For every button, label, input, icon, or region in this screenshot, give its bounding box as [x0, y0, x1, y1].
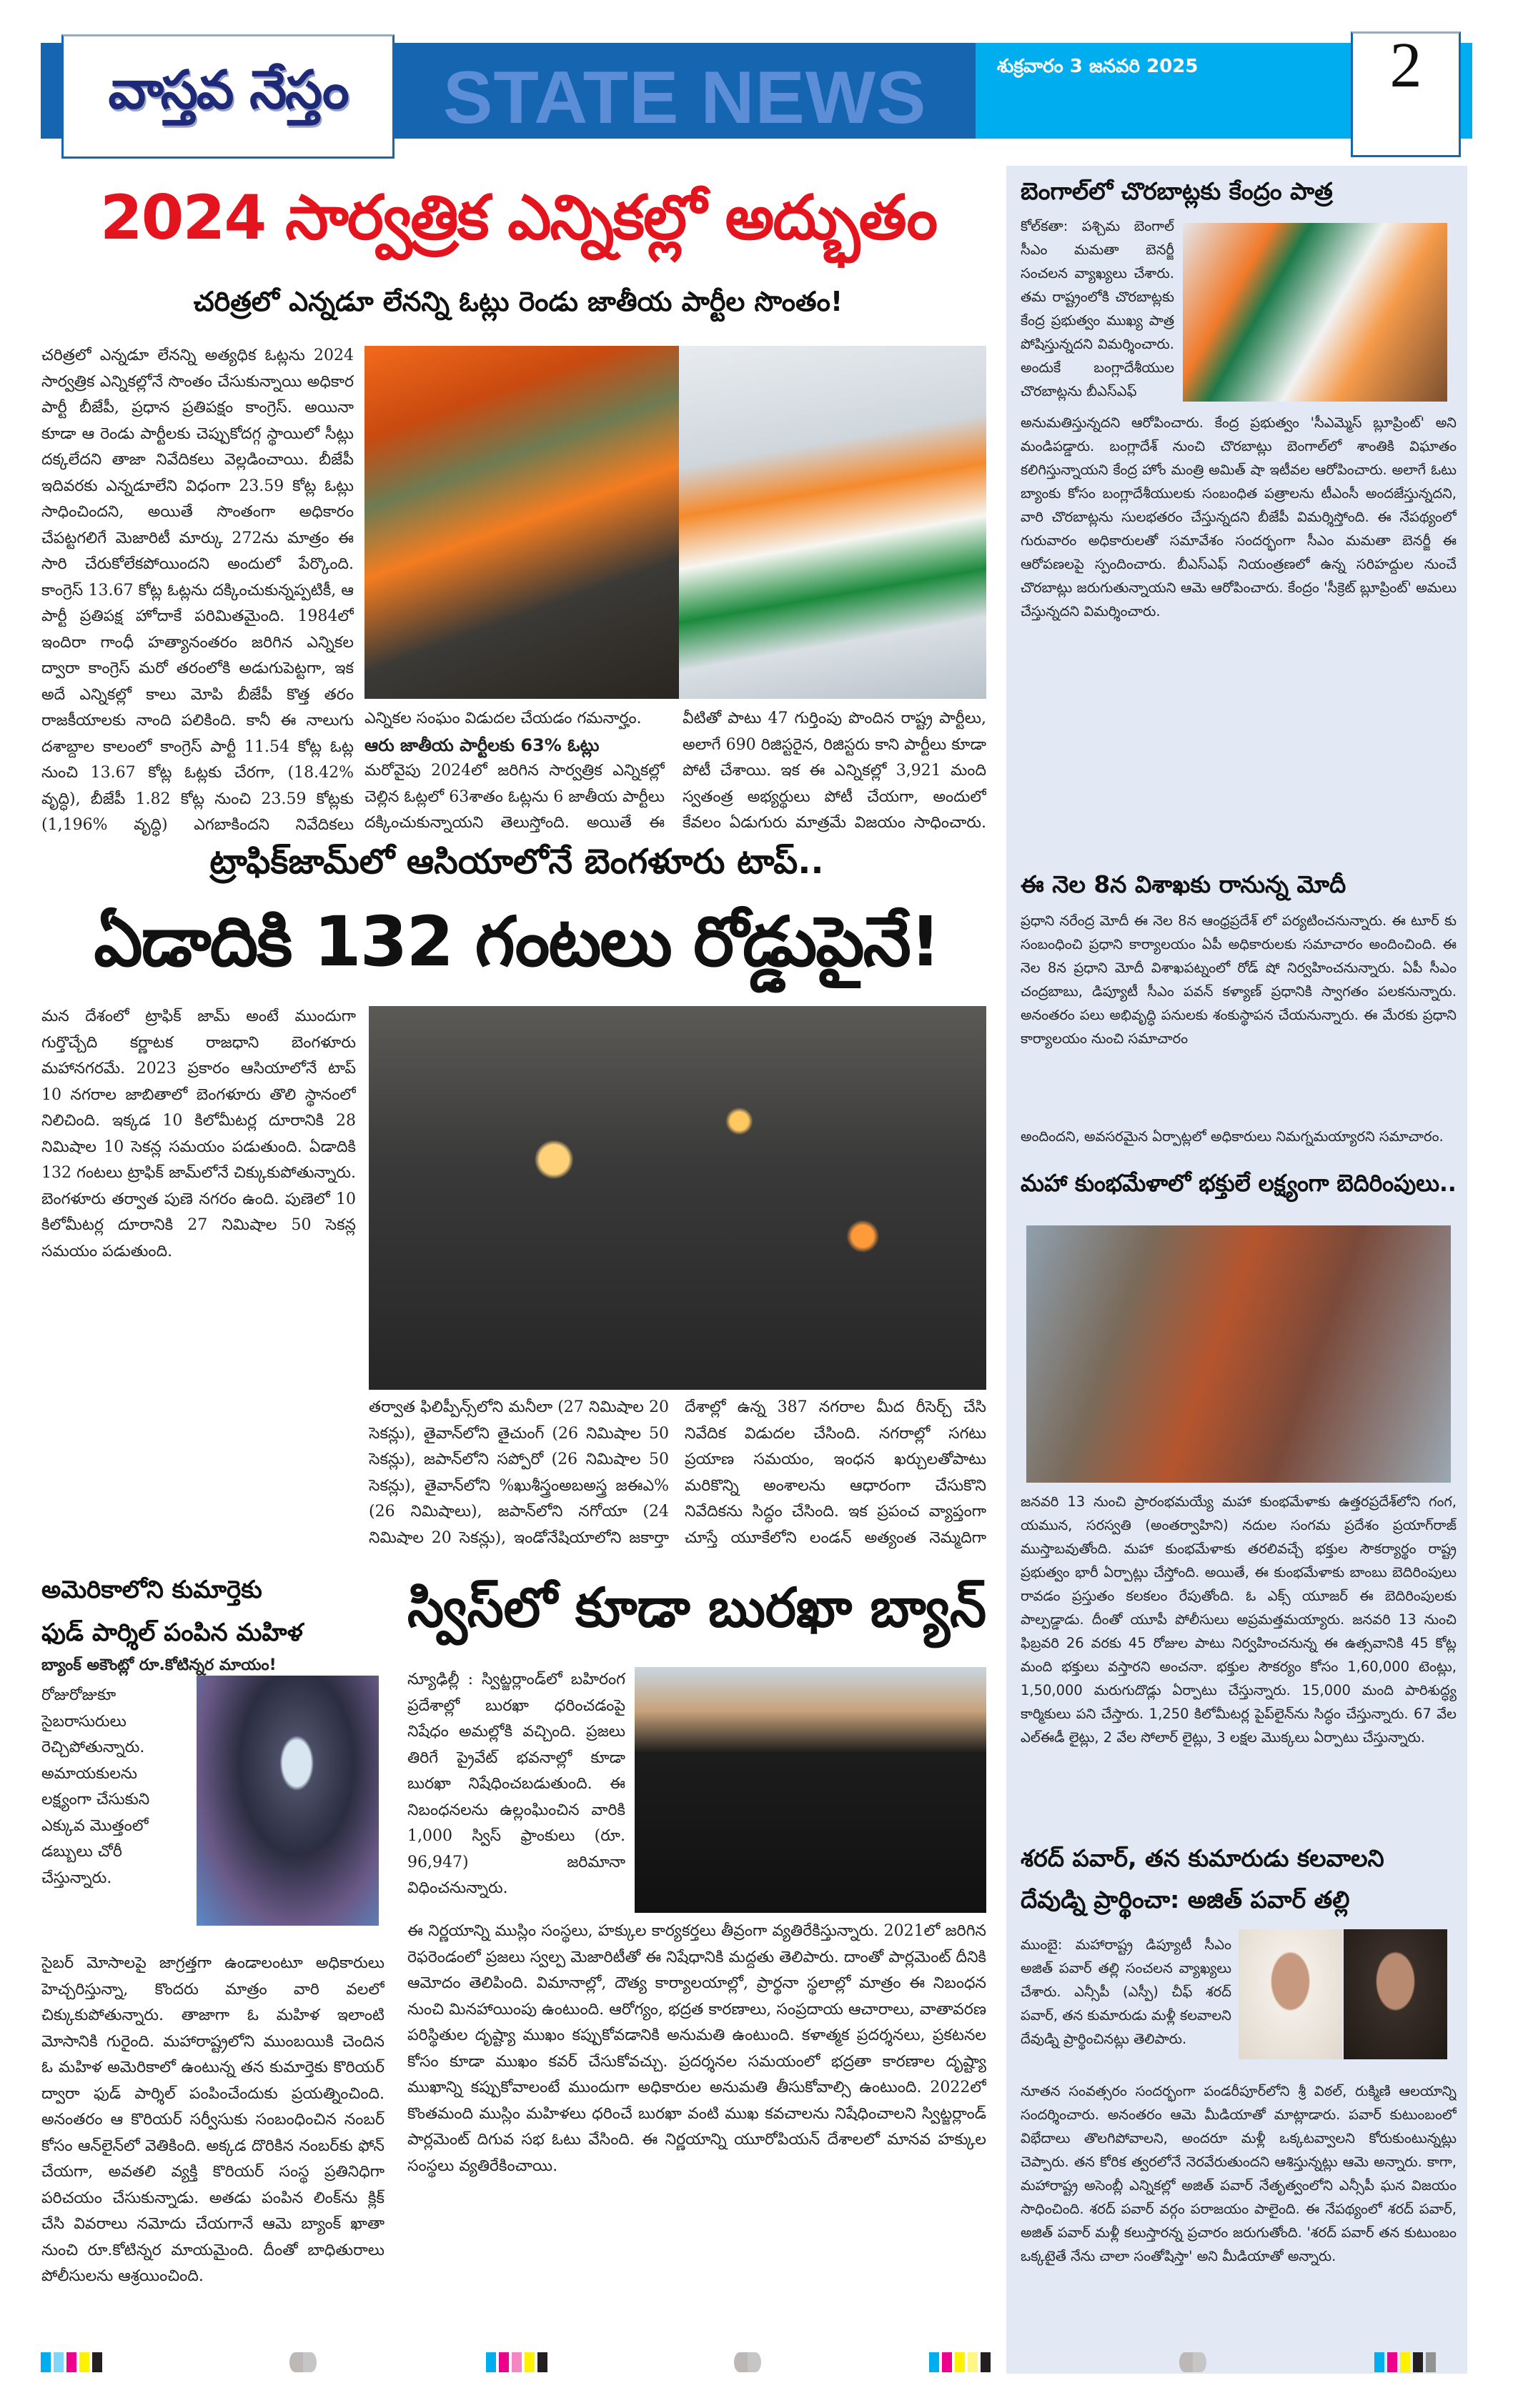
kumbh-body: జనవరి 13 నుంచి ప్రారంభమయ్యే మహా కుంభమేళాకు ఉత్తరప్రదేశ్‌లోని గంగ, యమున, సరస్వతి (అంతర్వాహిని) నదుల సంగమ ప్రదేశం ప్రయాగ్‌రాజ్ ముస్తాబవుతోంది. మహా కుంభమేళాకు తరలివచ్చే భక్తుల సౌకర్యార్థం రాష్ట్ర ప్రభుత్వం భారీ ఏర్పాట్లు చేస్తోంది. అయితే, ఈ కుంభమేళాకు బాంబు బెదిరింపులు రావడం ప్రస్తుతం కలకలం రేపుతోంది. ఓ ఎక్స్ యూజర్ ఈ బెదిరింపులకు పాల్పడ్డాడు. దీంతో యూపీ పోలీసులు అప్రమత్తమయ్యారు. జనవరి 13 నుంచి ఫిబ్రవరి 26 వరకు 45 రోజుల పాటు నిర్వహించనున్న ఈ ఉత్సవానికి 45 కోట్ల మంది భక్తులు వస్తారని అంచనా. భక్తుల సౌకర్యం కోసం 1,60,000 టెంట్లు, 1,50,000 మరుగుదొడ్లు ఏర్పాటు చేస్తున్నారు. 15,000 మంది పారిశుద్ధ్య కార్మికులు పని చేస్తారు. 1,250 కిలోమీటర్ల పైప్‌లైన్‌ను సిద్ధం చేస్తున్నారు. 67 వేల ఎల్‌ఈడీ లైట్లు, 2 వేల సోలార్ లైట్లు, 3 లక్షల మొక్కలు ఏర్పాటు చేస్తున్నారు.: [1021, 1493, 1457, 1746]
traffic-body-2: తర్వాత ఫిలిప్పీన్స్‌లోని మనీలా (27 నిమిషాల 20 సెకన్లు), తైవాన్‌లోని తైచుంగ్ (26 నిమిషాల 50 సెకన్లు), జపాన్‌లోని సప్పోరో (26 నిమిషాల 50 సెకన్లు), తైవాన్‌లోని %ఖుశీస్త్రంఅబఅస్త్ర జఈఎ% (26 నిమిషాలు), జపాన్‌లోని నగోయా (24 నిమిషాల 20 సెకన్లు), ఇండోనేషియాలోని జకార్తా: [369, 1398, 669, 1547]
burqa-women-photo: [635, 1667, 986, 1913]
kumbh-headline: మహా కుంభమేళాలో భక్తులే లక్ష్యంగా బెదిరింపులు..: [1021, 1169, 1457, 1197]
color-registration-bar: [486, 2352, 550, 2375]
election-body-end: ఎన్నికల సంఘం విడుదల చేయడం గమనార్హం.: [364, 710, 642, 727]
bengal-body-intro: కోల్‌కతా: పశ్చిమ బెంగాల్ సీఎం మమతా బెనర్జీ సంచలన వ్యాఖ్యలు చేశారు. తమ రాష్ట్రంలోకి చొరబాట్లకు కేంద్ర ప్రభుత్వం ముఖ్య పాత్ర పోషిస్తున్నదని విమర్శించారు. అందుకే బంగ్లాదేశీయుల చొరబాట్లను బీఎస్‌ఎఫ్: [1021, 218, 1174, 399]
election-body-col2: [364, 706, 665, 835]
pawar-headline-line1: శరద్ పవార్, తన కుమారుడు కలవాలని: [1021, 1844, 1384, 1872]
congress-flag-photo: [679, 346, 986, 699]
election-subheadline: చరిత్రలో ఎన్నడూ లేనన్ని ఓట్లు రెండు జాతీయ పార్టీల సొంతం!: [193, 286, 843, 317]
swiss-body-intro: న్యూఢిల్లీ : స్విట్జర్లాండ్‌లో బహిరంగ ప్రదేశాల్లో బురఖా ధరించడంపై నిషేధం అమల్లోకి వచ్చింది. ప్రజలు తిరిగే ప్రైవేట్ భవనాల్లో కూడా బురఖా నిషేధించబడుతుంది. ఈ నిబంధనలను ఉల్లంఘించిన వారికి 1,000 స్విస్ ఫ్రాంకులు (రూ. 96,947) జరిమానా విధించనున్నారు.: [407, 1671, 625, 1897]
pawar-body-intro: ముంబై: మహారాష్ట్ర డిప్యూటీ సీఎం అజిత్ పవార్ తల్లి సంచలన వ్యాఖ్యలు చేశారు. ఎన్సీపీ (ఎస్పీ) చీఫ్ శరద్ పవార్, తన కుమారుడు మళ్లీ కలవాలని దేవుడ్ని ప్రార్థించినట్లు తెలిపారు.: [1021, 1936, 1231, 2047]
cyber-headline: [41, 1568, 385, 1654]
traffic-headline: ఏడాదికి 132 గంటలు రోడ్డుపైనే!: [94, 902, 940, 982]
election-headline: 2024 సార్వత్రిక ఎన్నికల్లో అద్భుతం: [99, 182, 937, 254]
page-number: 2: [1389, 30, 1422, 101]
pawar-headline: [1021, 1838, 1457, 1921]
registration-mark: [289, 2352, 317, 2372]
swiss-headline: స్విస్‌లో కూడా బురఖా బ్యాన్: [407, 1576, 987, 1639]
issue-date: శుక్రవారం 3 జనవరి 2025: [997, 56, 1199, 77]
modi-headline: ఈ నెల 8న విశాఖకు రానున్న మోదీ: [1021, 870, 1346, 898]
bjp-flags-photo: [364, 346, 679, 699]
logo-text: వాస్తవ నేస్తం: [108, 59, 348, 121]
cyber-subheadline: బ్యాంక్ అకౌంట్లో రూ.కోటిన్నర మాయం!: [41, 1656, 277, 1674]
hacker-photo: [197, 1676, 379, 1926]
color-registration-bar: [929, 2352, 993, 2375]
traffic-body: మన దేశంలో ట్రాఫిక్ జామ్ అంటే ముందుగా గుర్తొచ్చేది కర్ణాటక రాజధాని బెంగళూరు మహానగరమే. 2023 ప్రకారం ఆసియాలోనే టాప్ 10 నగరాల జాబితాలో బెంగళూరు తొలి స్థానంలో నిలిచింది. ఇక్కడ 10 కిలోమీటర్ల దూరానికి 28 నిమిషాల 10 సెకన్ల సమయం పడుతుంది. ఏడాదికి 132 గంటలు ట్రాఫిక్ జామ్‌లోనే చిక్కుకుపోతున్నారు. బెంగళూరు తర్వాత పుణె నగరం ఉంది. పుణెలో 10 కిలోమీటర్ల దూరానికి 27 నిమిషాల 50 సెకన్ల సమయం పడుతుంది.: [41, 1008, 356, 1260]
mamata-banerjee-photo: [1183, 223, 1447, 402]
color-registration-bar: [41, 2352, 105, 2375]
swiss-body: ఈ నిర్ణయాన్ని ముస్లిం సంస్థలు, హక్కుల కార్యకర్తలు తీవ్రంగా వ్యతిరేకిస్తున్నారు. 2021లో జరిగిన రెఫరెండంలో ప్రజలు స్వల్ప మెజారిటీతో ఈ నిషేధానికి మద్దతు తెలిపారు. దాంతో పార్లమెంట్ దీనికి ఆమోదం తెలిపింది. విమానాల్లో, దౌత్య కార్యాలయాల్లో, ప్రార్థనా స్థలాల్లో మాత్రం ఈ నిబంధన నుంచి మినహాయింపు ఉంటుంది. ఆరోగ్యం, భద్రత కారణాలు, సంప్రదాయ ఆచారాలు, వాతావరణ పరిస్థితుల దృష్ట్యా ముఖం కప్పుకోవడానికి అనుమతి ఉంటుంది. కళాత్మక ప్రదర్శనలు, ప్రకటనల కోసం కూడా ముఖం కవర్ చేసుకోవచ్చు. ప్రదర్శనల సమయంలో భద్రతా కారణాల దృష్ట్యా ముఖాన్ని కప్పుకోవాలంటే ముందుగా అధికారుల అనుమతి తీసుకోవాల్సి ఉంటుంది. 2022లో కొంతమంది ముస్లిం మహిళలు ధరించే బురఖా వంటి ముఖ కవచాలను నిషేధించాలని స్విట్జర్లాండ్ పార్లమెంట్ దిగువ సభ ఓటు వేసింది. ఈ నిర్ణయాన్ని యూరోపియన్ దేశాలలో మానవ హక్కుల సంస్థలు వ్యతిరేకించాయి.: [407, 1922, 986, 2175]
registration-mark: [1179, 2352, 1206, 2372]
election-body: చరిత్రలో ఎన్నడూ లేనన్ని అత్యధిక ఓట్లను 2024 సార్వత్రిక ఎన్నికల్లోనే సొంతం చేసుకున్నాయి అధికార పార్టీ బీజేపీ, ప్రధాన ప్రతిపక్షం కాంగ్రెస్. అయినా కూడా ఆ రెండు పార్టీలకు చెప్పుకోదగ్గ స్థాయిలో సీట్లు దక్కలేదని తాజా నివేదికలు వెల్లడించాయి. బీజేపీ ఇదివరకు ఎన్నడూలేని విధంగా 23.59 కోట్ల ఓట్లు సాధించిందని, అయితే సొంతంగా అధికారం చేపట్టగలిగే మెజారిటీ మార్కు 272ను మాత్రం ఈ సారి చేరుకోలేకపోయిందని అందులో పేర్కొంది. కాంగ్రెస్ 13.67 కోట్ల ఓట్లను దక్కించుకున్నప్పటికీ, ఆ పార్టీ ప్రతిపక్ష హోదాకే పరిమితమైంది. 1984లో ఇందిరా గాంధీ హత్యానంతరం జరిగిన ఎన్నికల ద్వారా కాంగ్రెస్ మరో తరంలోకి అడుగుపెట్టగా, ఇక అదే ఎన్నికల్లో కాలు మోపి బీజేపీ కొత్త తరం రాజకీయాలకు నాంది పలికింది. కానీ ఈ నాలుగు దశాబ్దాల కాలంలో కాంగ్రెస్ పార్టీ 11.54 కోట్ల ఓట్ల నుంచి 13.67 కోట్ల ఓట్లకు చేరగా, (18.42% వృద్ధి), బీజేపీ 1.82 కోట్ల నుంచి 23.59 కోట్లకు (1,196% వృద్ధి) ఎగబాకిందని నివేదికలు: [41, 347, 354, 834]
cyber-body-intro: రోజురోజుకూ సైబరాసురులు రెచ్చిపోతున్నారు. అమాయకులను లక్ష్యంగా చేసుకుని ఎక్కువ మొత్తంలో డబ్బులు చోరీ చేస్తున్నారు.: [41, 1686, 150, 1887]
page-number-box: [1351, 31, 1461, 157]
kumbh-mela-photo: [1026, 1225, 1451, 1483]
pawar-body: నూతన సంవత్సరం సందర్భంగా పండరీపూర్‌లోని శ్రీ విఠల్, రుక్మిణి ఆలయాన్ని సందర్శించారు. అనంతరం ఆమె మీడియాతో మాట్లాడారు. పవార్ కుటుంబంలో విభేదాలు తొలగిపోవాలని, అందరూ మళ్లీ ఒక్కటవ్వాలని కోరుకుంటున్నట్లు చెప్పారు. తన కోరిక త్వరలోనే నెరవేరుతుందని ఆశిస్తున్నట్లు ఆమె అన్నారు. కాగా, మహారాష్ట్ర అసెంబ్లీ ఎన్నికల్లో అజిత్ పవార్ నేతృత్వంలోని ఎన్సీపీ ఘన విజయం సాధించింది. శరద్ పవార్ వర్గం పరాజయం పాలైంది. ఈ నేపథ్యంలో శరద్ పవార్, అజిత్ పవార్ మళ్లీ కలుస్తారన్న ప్రచారం జరుగుతోంది. 'శరద్ పవార్ తన కుటుంబం ఒక్కటైతే నేను చాలా సంతోషిస్తా' అని మీడియాతో అన్నారు.: [1021, 2083, 1457, 2264]
sharad-pawar-photo: [1344, 1929, 1447, 2059]
traffic-kicker: ట్రాఫిక్‌జామ్‌లో ఆసియాలోనే బెంగళూరు టాప్..: [209, 842, 824, 882]
newspaper-logo: [61, 34, 395, 159]
election-subhead-2: ఆరు జాతీయ పార్టీలకు 63% ఓట్లు: [364, 735, 600, 755]
modi-body-end: అందిందని, అవసరమైన ఏర్పాట్లలో అధికారులు నిమగ్నమయ్యారని సమాచారం.: [1021, 1128, 1444, 1145]
ajit-pawar-photo: [1239, 1929, 1342, 2059]
registration-mark: [734, 2352, 761, 2372]
modi-body: ప్రధాని నరేంద్ర మోదీ ఈ నెల 8న ఆంధ్రప్రదేశ్ లో పర్యటించనున్నారు. ఈ టూర్ కు సంబంధించి ప్రధాని కార్యాలయం ఏపీ అధికారులకు సమాచారం అందించింది. ఈ నెల 8న ప్రధాని మోదీ విశాఖపట్నంలో రోడ్ షో నిర్వహించనున్నారు. ఏపీ సీఎం చంద్రబాబు, డిప్యూటీ సీఎం పవన్ కళ్యాణ్ ప్రధానికి స్వాగతం పలకనున్నారు. అనంతరం పలు అభివృద్ధి పనులకు శంకుస్థాపన చేయనున్నారు. ఈ మేరకు ప్రధాని కార్యాలయం నుంచి సమాచారం: [1021, 912, 1457, 1047]
cyber-headline-line2: ఫుడ్ పార్శిల్ పంపిన మహిళ: [41, 1618, 303, 1647]
bengal-body: అనుమతిస్తున్నదని ఆరోపించారు. కేంద్ర ప్రభుత్వం 'సీఎమ్మెస్ బ్లూప్రింట్' అని మండిపడ్డారు. బంగ్లాదేశ్ నుంచి చొరబాట్లు బెంగాల్‌లో శాంతికి విఘాతం కలిగిస్తున్నాయని కేంద్ర హోం మంత్రి అమిత్ షా ఇటీవల ఆరోపించారు. అలాగే ఓటు బ్యాంకు కోసం బంగ్లాదేశీయులకు సంబంధిత పత్రాలను టీఎంసీ అందజేస్తున్నదని, వారి చొరబాట్లను సులభతరం చేస్తున్నదని బీజేపీ విమర్శిస్తోంది. ఈ నేపథ్యంలో గురువారం అధికారులతో సమావేశం సందర్భంగా సీఎం మమతా బెనర్జీ ఈ ఆరోపణలపై స్పందించారు. బీఎస్‌ఎఫ్ నియంత్రణలో ఉన్న సరిహద్దుల నుంచే చొరబాట్లు జరుగుతున్నాయని ఆమె ఆరోపించారు. కేంద్రం 'సీక్రెట్ బ్లూప్రింట్' అమలు చేస్తున్నదని విమర్శించారు.: [1021, 414, 1457, 620]
election-body-3: వీటితో పాటు 47 గుర్తింపు పొందిన రాష్ట్ర పార్టీలు, అలాగే 690 రిజిస్టరైన, రిజిస్టరు కాని పార్టీలు కూడా పోటీ చేశాయి. ఇక ఈ ఎన్నికల్లో 3,921 మంది స్వతంత్ర అభ్యర్థులు పోటీ చేయగా, అందులో కేవలం ఏడుగురు మాత్రమే విజయం సాధించారు.: [683, 710, 986, 832]
color-registration-bar: [1374, 2352, 1439, 2375]
cyber-headline-line1: అమెరికాలోని కుమార్తెకు: [41, 1576, 262, 1604]
election-body-2: మరోవైపు 2024లో జరిగిన సార్వత్రిక ఎన్నికల్లో చెల్లిన ఓట్లలో 63శాతం ఓట్లను 6 జాతీయ పార్టీలు దక్కించుకున్నాయని తెలుస్తోంది. అయితే ఈ: [364, 762, 665, 832]
traffic-body-3: దేశాల్లో ఉన్న 387 నగరాల మీద రీసెర్చ్ చేసి నివేదిక విడుదల చేసింది. నగరాల్లో సగటు ప్రయాణ సమయం, ఇంధన ఖర్చులతోపాటు మరికొన్ని అంశాలను ఆధారంగా చేసుకొని నివేదికను సిద్ధం చేసింది. ఇక ప్రపంచ వ్యాప్తంగా చూస్తే యూకేలోని లండన్ అత్యంత నెమ్మదిగా: [685, 1398, 986, 1547]
section-title: STATE NEWS: [443, 56, 927, 139]
cyber-body: సైబర్ మోసాలపై జాగ్రత్తగా ఉండాలంటూ అధికారులు హెచ్చరిస్తున్నా, కొందరు మాత్రం వారి వలలో చిక్కుకుపోతున్నారు. తాజాగా ఓ మహిళ ఇలాంటి మోసానికి గురైంది. మహారాష్ట్రలోని ముంబయికి చెందిన ఓ మహిళ అమెరికాలో ఉంటున్న తన కుమార్తెకు కొరియర్ ద్వారా ఫుడ్ పార్శిల్ పంపించేందుకు ప్రయత్నించింది. అనంతరం ఆ కొరియర్ సర్వీసుకు సంబంధించిన నంబర్ కోసం ఆన్‌లైన్‌లో వెతికింది. అక్కడ దొరికిన నంబర్‌కు ఫోన్ చేయగా, అవతలి వ్యక్తి కొరియర్ సంస్థ ప్రతినిధిగా పరిచయం చేసుకున్నాడు. అతడు పంపిన లింక్‌ను క్లిక్ చేసి వివరాలు నమోదు చేయగానే ఆమె బ్యాంక్ ఖాతా నుంచి రూ.కోటిన్నర మాయమైంది. దీంతో బాధితురాలు పోలీసులను ఆశ్రయించింది.: [41, 1954, 385, 2285]
traffic-jam-photo: [369, 1006, 986, 1390]
bengal-headline: బెంగాల్‌లో చొరబాట్లకు కేంద్రం పాత్ర: [1021, 177, 1333, 205]
pawar-headline-line2: దేవుడ్ని ప్రార్థించా: అజిత్ పవార్ తల్లి: [1021, 1886, 1350, 1914]
